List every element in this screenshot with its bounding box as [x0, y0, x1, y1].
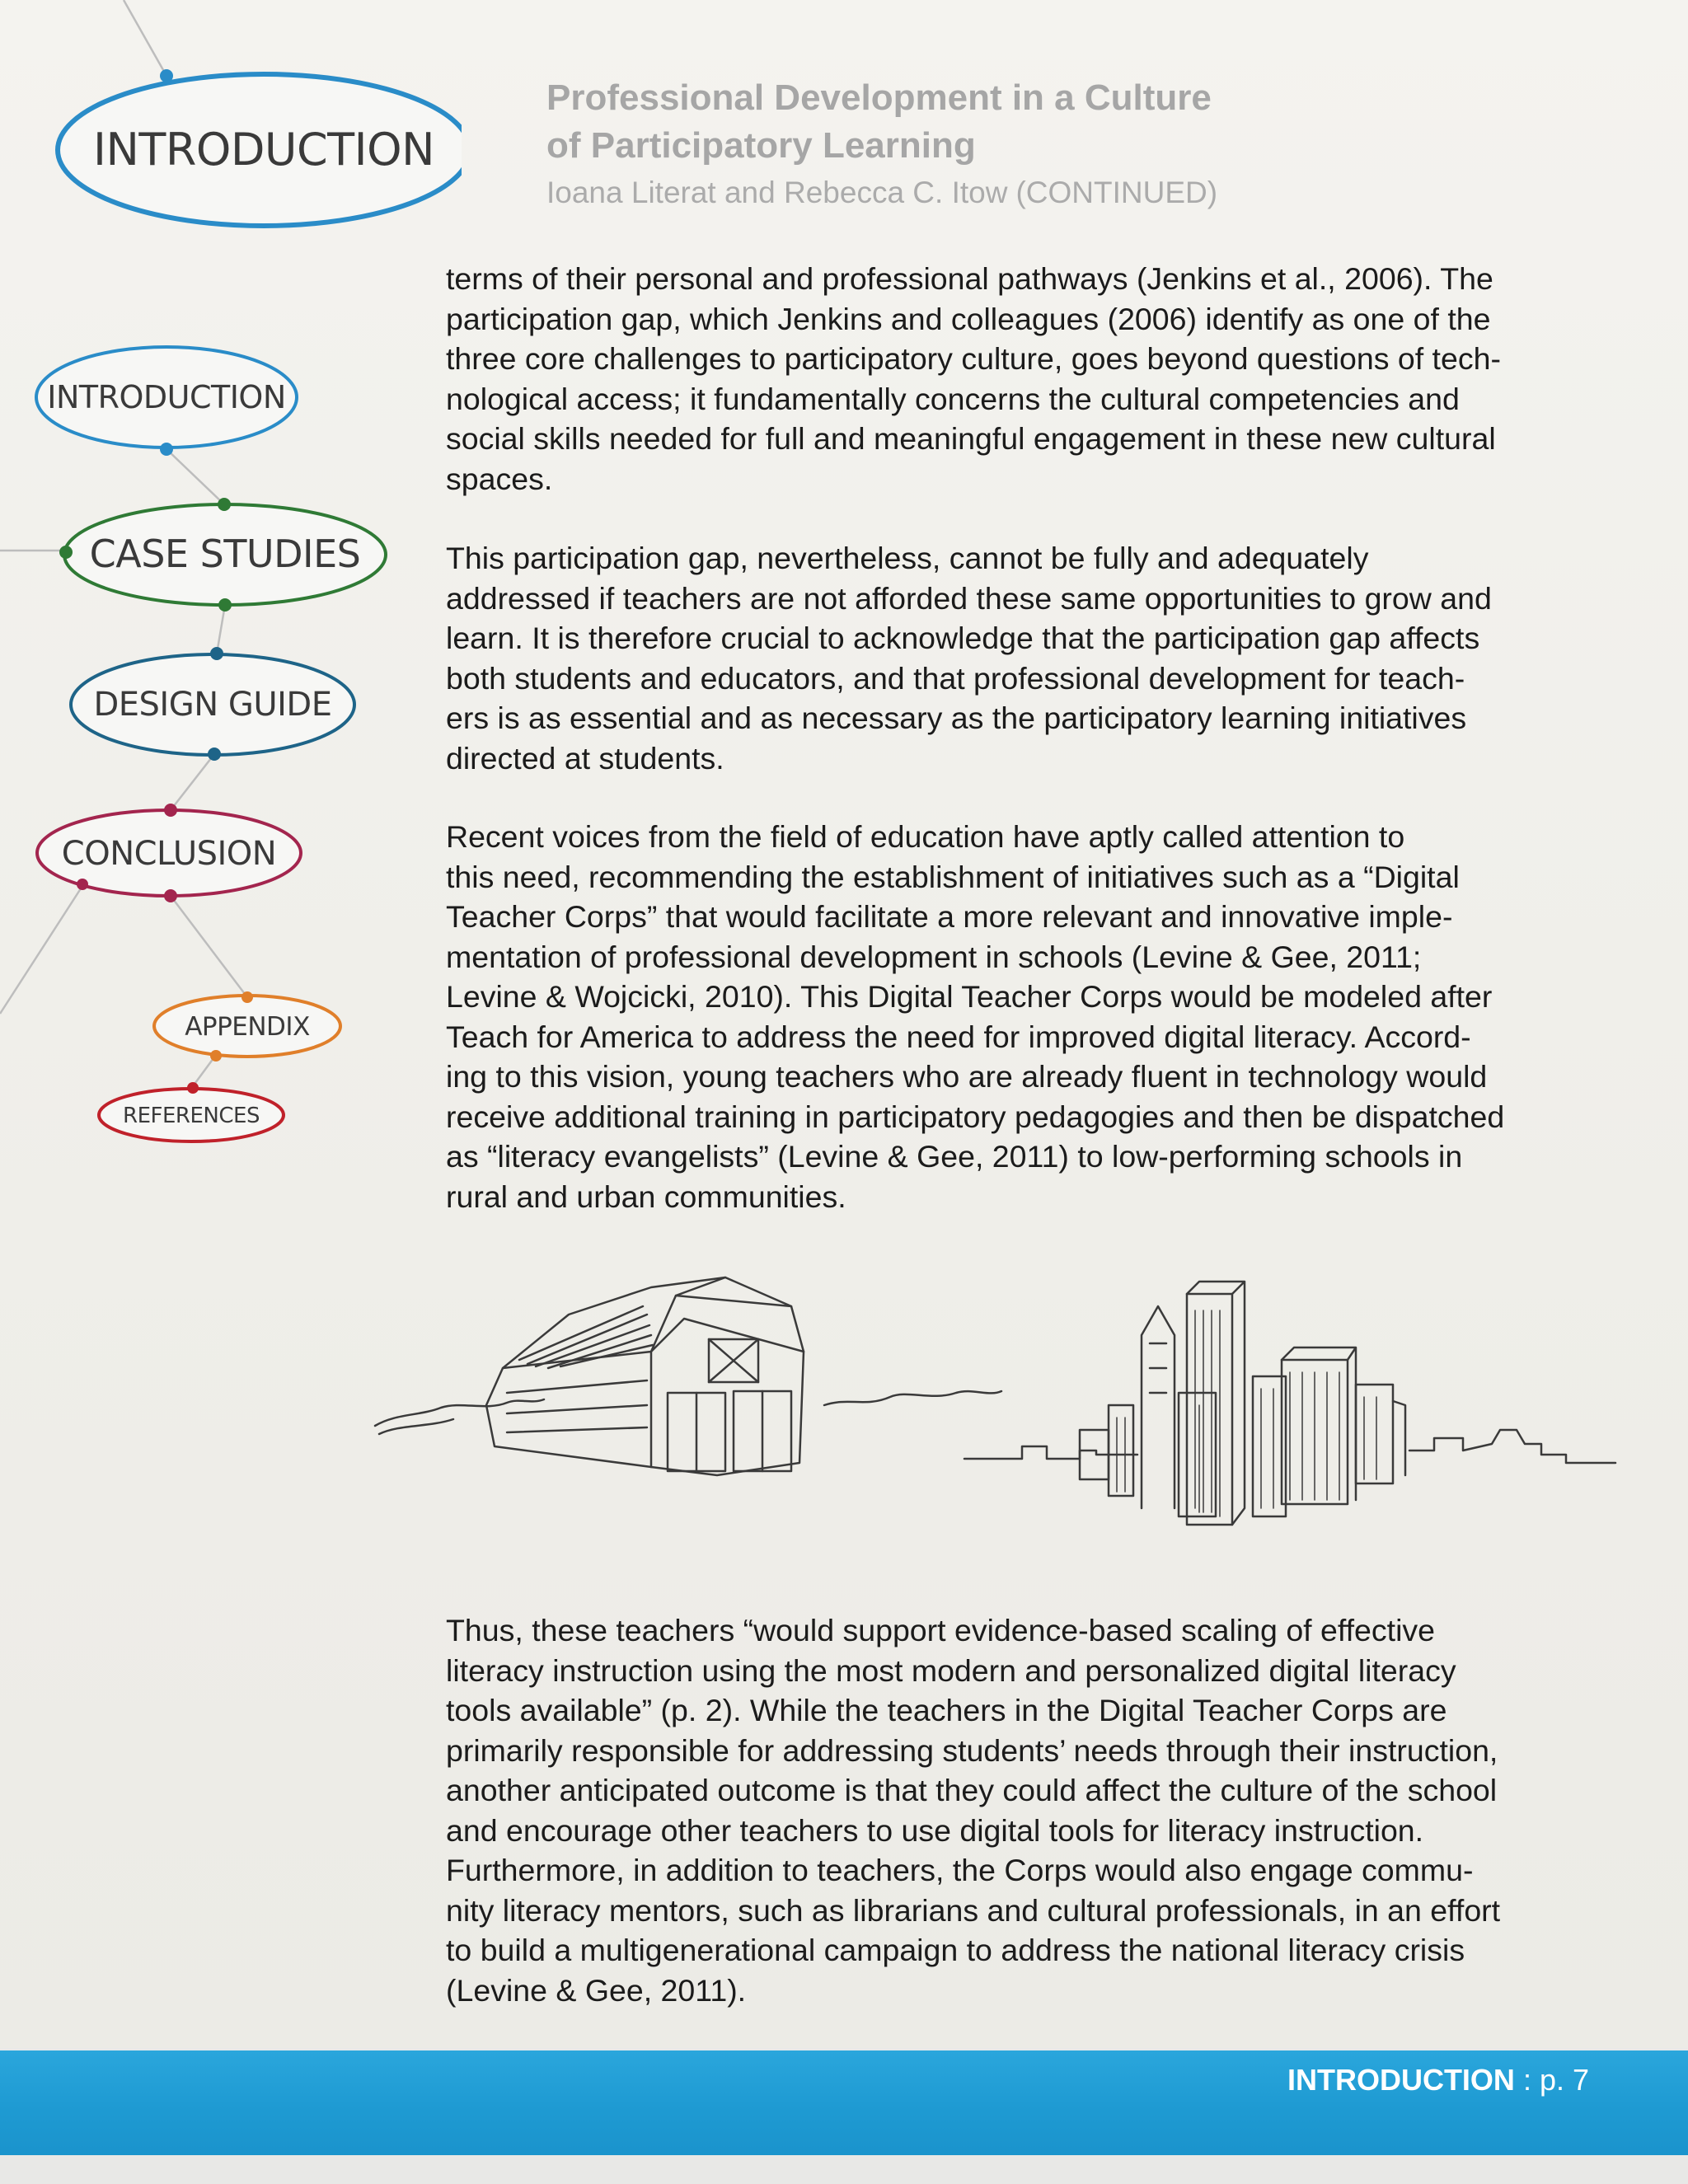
paragraph: Thus, these teachers “would support evidence-based scaling of effective literacy instruction using the most modern and personalized digital literacy tools available” (p. 2). While the teachers in the Digital Teacher Corps are primarily responsible for addressing students’ needs through their instruction, another anticipated outcome is that they could affect the culture of the school and encourage other teachers to use digital tools for literacy instruction. Furthermore, in addition to teachers, the Corps would also engage commu- nity literacy mentors, such as librarians and cultural professionals, in an effort to build a multigenerational campaign to address the national literacy crisis (Levine & Gee, 2011). [446, 1613, 1501, 2008]
footer-strip [0, 2155, 1688, 2184]
author-names: Ioana Literat and Rebecca C. Itow [546, 176, 1008, 209]
nav-item-case-studies[interactable]: CASE STUDIES [89, 532, 361, 576]
building-hatching [1117, 1310, 1376, 1516]
body-text-block-1 [446, 259, 1600, 499]
continued-label: (CONTINUED) [1015, 176, 1218, 209]
nav-node-dot [164, 804, 177, 817]
paragraph: Recent voices from the field of education have aptly called attention to this need, recommending the establishment of initiatives such as a “Digital Teacher Corps” that would facilitate a more relevant and innovative imple- mentation of professional development in schools (Levine & Gee, 2011; Levine & Wojcicki, 2010). This Digital Teacher Corps would be modeled after Teach for America to address the need for improved digital literacy. Accord- ing to this vision, young teachers who are already fluent in technology would receive additional training in participatory pedagogies and then be dispatched as “literacy evangelists” (Levine & Gee, 2011) to low-performing schools in rural and urban communities. [446, 819, 1505, 1214]
nav-node-dot [218, 498, 231, 511]
nav-connector [171, 896, 247, 997]
barn-door-seams [696, 1391, 762, 1471]
nav-node-dot [218, 598, 232, 612]
article-authors [546, 173, 1371, 213]
building-short [1109, 1405, 1133, 1496]
building-wide-edge [1282, 1347, 1356, 1500]
nav-node-dot [164, 889, 177, 902]
barn-window-cross [709, 1339, 758, 1382]
building-mid [1179, 1393, 1216, 1516]
body-text-block-2 [446, 538, 1600, 778]
nav-connector [0, 886, 82, 1014]
nav-connector [166, 449, 224, 504]
footer-page-indicator [1287, 2063, 1589, 2097]
skyline-ground [1409, 1430, 1615, 1463]
barn-outline [486, 1277, 804, 1475]
barn-siding [507, 1380, 647, 1432]
article-title [546, 74, 1371, 170]
barn-roof-ridge [676, 1296, 791, 1306]
building-right [1356, 1385, 1393, 1483]
nav-node-dot [208, 748, 221, 761]
building-right-edge [1393, 1401, 1405, 1475]
nav-node-dot [241, 991, 253, 1003]
body-text-block-4 [446, 1610, 1600, 2010]
nav-connector [124, 0, 166, 76]
paragraph: This participation gap, nevertheless, cannot be fully and adequately addressed if teachers are not afforded these same opportunities to grow and learn. It is therefore crucial to acknowledge that the participation gap affects both students and educators, and that professional development for teach- ers is as essential and as necessary as the participatory learning initiatives directed at students. [446, 541, 1492, 776]
nav-item-introduction[interactable]: INTRODUCTION [47, 379, 286, 415]
nav-item-conclusion[interactable]: CONCLUSION [61, 835, 277, 873]
body-text-block-3 [446, 817, 1600, 1216]
nav-connector [217, 605, 225, 654]
building-spire-windows [1150, 1343, 1166, 1393]
nav-node-dot [210, 647, 223, 660]
nav-node-dot [160, 69, 173, 82]
nav-node-dot [77, 879, 88, 890]
nav-node-dot [210, 1050, 222, 1062]
barn-and-skyline-illustration [363, 1228, 1632, 1558]
paragraph: terms of their personal and professional pathways (Jenkins et al., 2006). The participation gap, which Jenkins and colleagues (2006) identify as one of the three core challenges to participatory culture, goes beyond questions of tech- nological access; it fundamentally concerns the cultural competencies and social skills needed for full and meaningful engagement in these new cultural spaces. [446, 261, 1501, 496]
hill-sketch [379, 1419, 453, 1434]
building-tower [1187, 1294, 1232, 1525]
nav-node-dot [160, 443, 173, 456]
nav-connector [171, 754, 214, 810]
footer-section-link[interactable]: INTRODUCTION [1287, 2063, 1515, 2097]
main-nav-label[interactable]: INTRODUCTION [93, 124, 434, 176]
skyline-ground [964, 1446, 1137, 1459]
footer-page-number: : p. 7 [1514, 2063, 1589, 2097]
nav-item-appendix[interactable]: APPENDIX [185, 1012, 310, 1042]
building-spire [1142, 1306, 1175, 1508]
nav-item-design-guide[interactable]: DESIGN GUIDE [93, 686, 332, 724]
article-title-line-1: Professional Development in a Culture [546, 77, 1212, 118]
hill-sketch [824, 1391, 1001, 1405]
article-title-line-2: of Participatory Learning [546, 125, 976, 166]
barn-gable [651, 1319, 804, 1352]
nav-item-references[interactable]: REFERENCES [123, 1104, 260, 1128]
nav-node-dot [187, 1082, 199, 1094]
